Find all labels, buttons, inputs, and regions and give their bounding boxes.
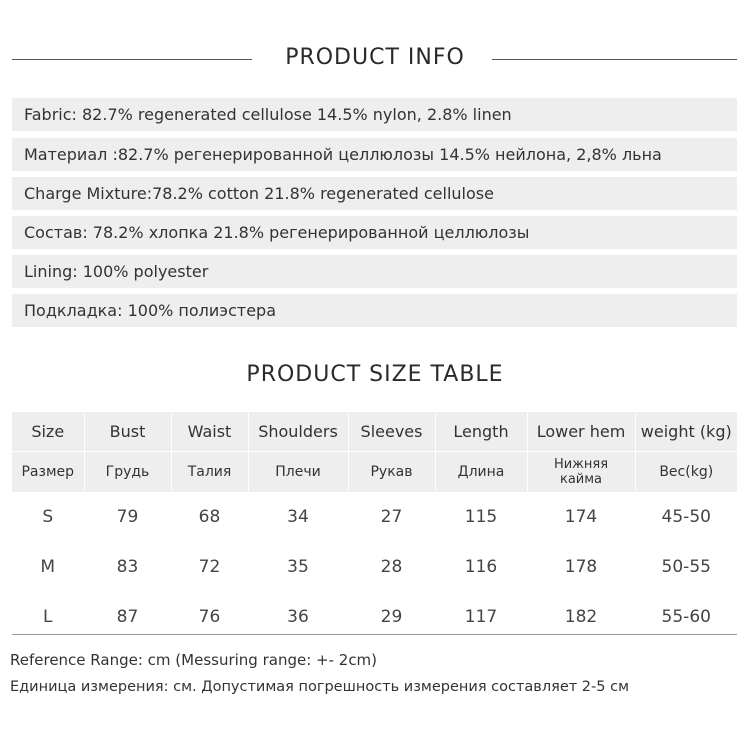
table-row [12,542,737,592]
reference-range-note-ru: Единица измерения: см. Допустимая погрешность измерения составляет 2-5 см [10,679,630,695]
info-row-fabric: Fabric: 82.7% regenerated cellulose 14.5% nylon, 2.8% linen [12,98,737,131]
header-bust-ru: Грудь [84,452,171,493]
info-row-charge-mixture: Charge Mixture:78.2% cotton 21.8% regenerated cellulose [12,177,737,210]
header-sleeves: Sleeves [348,412,435,452]
info-row-material-ru: Материал :82.7% регенерированной целлюлозы 14.5% нейлона, 2,8% льна [12,138,737,171]
table-cell: 83 [84,542,171,592]
table-cell: 34 [248,492,348,542]
header-length: Length [435,412,527,452]
table-row [12,492,737,542]
header-lower-hem: Lower hem [527,412,635,452]
header-shoulders: Shoulders [248,412,348,452]
table-cell: 28 [348,542,435,592]
header-row-ru [12,452,737,493]
header-sleeves-ru: Рукав [348,452,435,493]
info-row-lining-ru: Подкладка: 100% полиэстера [12,294,737,327]
table-cell: 117 [435,592,527,642]
table-cell: 35 [248,542,348,592]
table-cell: 50-55 [635,542,737,592]
table-cell: 76 [171,592,248,642]
header-row-en [12,412,737,452]
table-cell: 79 [84,492,171,542]
header-size: Size [12,412,84,452]
table-cell: 178 [527,542,635,592]
header-bust: Bust [84,412,171,452]
header-waist: Waist [171,412,248,452]
header-size-ru: Размер [12,452,84,493]
info-row-composition-ru: Состав: 78.2% хлопка 21.8% регенерированной целлюлозы [12,216,737,249]
table-bottom-rule [12,634,737,635]
table-cell: M [40,557,56,577]
table-cell: L [43,607,53,627]
table-cell: S [42,507,54,527]
size-table [12,412,737,642]
table-cell: 174 [527,492,635,542]
header-weight: weight (kg) [635,412,737,452]
table-cell: 182 [527,592,635,642]
table-cell: 72 [171,542,248,592]
product-info-title: PRODUCT INFO [285,45,465,70]
title-rule-right [492,59,737,60]
header-lower-hem-ru: Нижняя кайма [527,452,635,493]
table-cell: 115 [435,492,527,542]
table-cell: 36 [248,592,348,642]
size-table-title: PRODUCT SIZE TABLE [246,362,504,387]
table-cell: 29 [348,592,435,642]
reference-range-note: Reference Range: cm (Messuring range: +- 2cm) [10,651,378,669]
table-cell: 45-50 [635,492,737,542]
table-cell: 27 [348,492,435,542]
info-row-lining: Lining: 100% polyester [12,255,737,288]
header-weight-ru: Вес(kg) [635,452,737,493]
header-waist-ru: Талия [171,452,248,493]
header-length-ru: Длина [435,452,527,493]
table-cell: 116 [435,542,527,592]
table-cell: 87 [84,592,171,642]
table-cell: 68 [171,492,248,542]
header-shoulders-ru: Плечи [248,452,348,493]
table-cell: 55-60 [635,592,737,642]
